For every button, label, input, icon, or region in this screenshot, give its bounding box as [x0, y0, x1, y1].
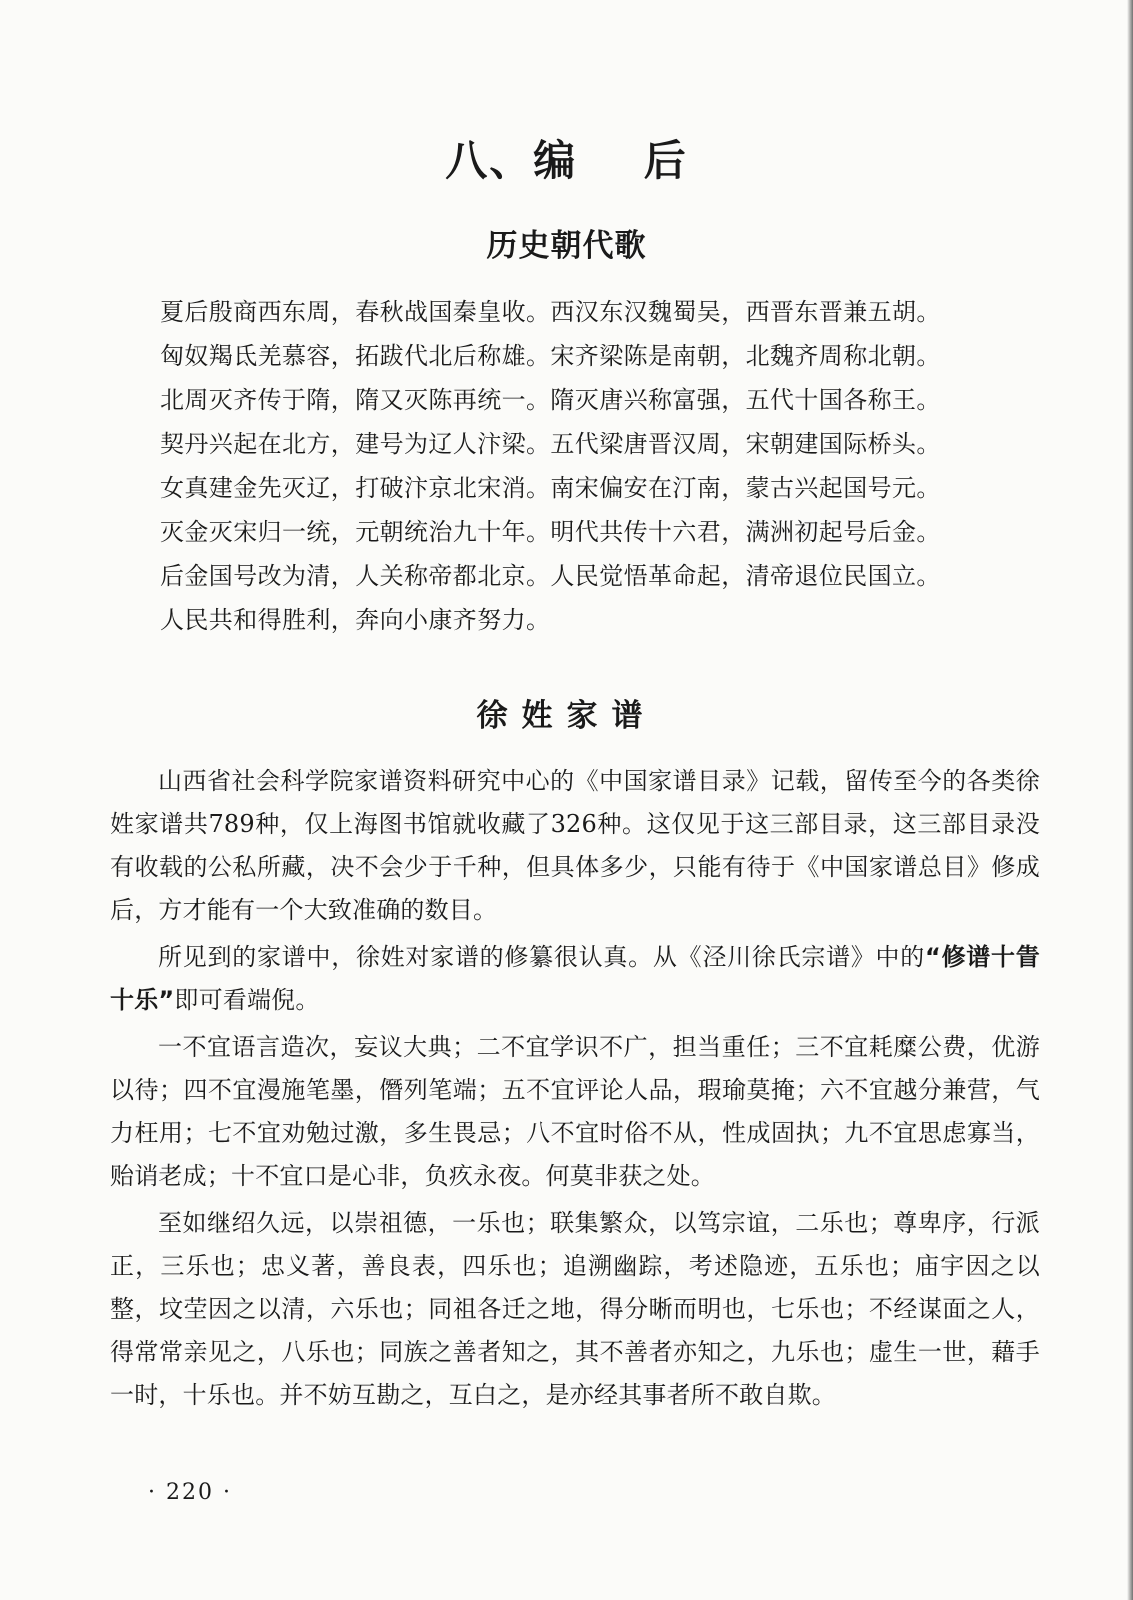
page-number: · 220 · — [148, 1480, 232, 1505]
poem-line: 灭金灭宋归一统，元朝统治九十年。明代共传十六君，满洲初起号后金。 — [160, 518, 941, 546]
poem-line: 后金国号改为清，人关称帝都北京。人民觉悟革命起，清帝退位民国立。 — [160, 562, 941, 590]
poem — [160, 290, 1060, 642]
scan-edge-shadow — [1127, 0, 1133, 1600]
poem-line: 匈奴羯氐羌慕容，拓跋代北后称雄。宋齐梁陈是南朝，北魏齐周称北朝。 — [160, 342, 941, 370]
paragraph: 山西省社会科学院家谱资料研究中心的《中国家谱目录》记载，留传至今的各类徐姓家谱共789种，仅上海图书馆就收藏了326种。这仅见于这三部目录，这三部目录没有收载的公私所藏，决不会少于千种，但具体多少，只能有待于《中国家谱总目》修成后，方才能有一个大致准确的数目。 — [110, 767, 1040, 924]
poem-line: 女真建金先灭辽，打破汴京北宋消。南宋偏安在汀南，蒙古兴起国号元。 — [160, 474, 941, 502]
poem-line: 契丹兴起在北方，建号为辽人汴梁。五代梁唐晋汉周，宋朝建国际桥头。 — [160, 430, 941, 458]
paragraph-text: 所见到的家谱中，徐姓对家谱的修纂很认真。从《泾川徐氏宗谱》中的 — [158, 943, 926, 971]
song-title: 历史朝代歌 — [486, 228, 647, 264]
paragraph: 一不宜语言造次，妄议大典；二不宜学识不广，担当重任；三不宜耗糜公费，优游以待；四不宜漫施笔墨，僭列笔端；五不宜评论人品，瑕瑜莫掩；六不宜越分兼营，气力枉用；七不宜劝勉过激，多生畏忌；八不宜时俗不从，性成固执；九不宜思虑寡当，贻诮老成；十不宜口是心非，负疚永夜。何莫非获之处。 — [110, 1033, 1040, 1190]
poem-line: 北周灭齐传于隋，隋又灭陈再统一。隋灭唐兴称富强，五代十国各称王。 — [160, 386, 941, 414]
paragraph: 至如继绍久远，以崇祖德，一乐也；联集繁众，以笃宗谊，二乐也；尊卑序，行派正，三乐也；忠义著，善良表，四乐也；追溯幽踪，考述隐迹，五乐也；庙宇因之以整，坟茔因之以清，六乐也；同祖各迁之地，得分晰而明也，七乐也；不经谋面之人，得常常亲见之，八乐也；同族之善者知之，其不善者亦知之，九乐也；虚生一世，藉手一时，十乐也。并不妨互勘之，互白之，是亦经其事者所不敢自欺。 — [110, 1209, 1040, 1409]
bold-quote: “修谱十眚十乐” — [110, 943, 1040, 1014]
poem-line: 人民共和得胜利，奔向小康齐努力。 — [160, 606, 551, 634]
chapter-title: 八、编 后 — [445, 136, 688, 185]
genealogy-body — [110, 760, 1040, 1421]
poem-line: 夏后殷商西东周，春秋战国秦皇收。西汉东汉魏蜀吴，西晋东晋兼五胡。 — [160, 298, 941, 326]
genealogy-title: 徐姓家谱 — [476, 698, 657, 734]
paragraph-text: 即可看端倪。 — [174, 986, 320, 1014]
paragraph — [110, 936, 1040, 1022]
